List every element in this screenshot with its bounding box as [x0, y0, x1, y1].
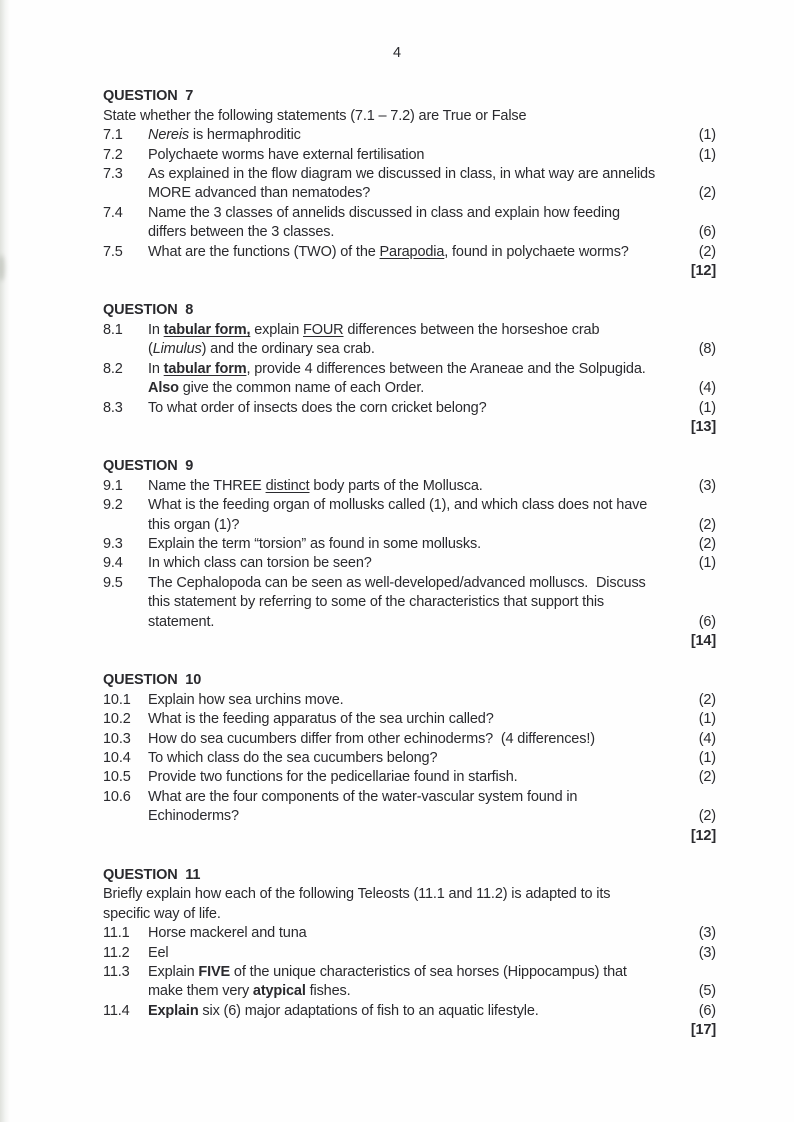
item-text-line: As explained in the flow diagram we discussed in class, in what way are annelids: [148, 166, 656, 183]
item-text-line: [148, 379, 671, 398]
question-total: [13]: [690, 418, 716, 435]
item-text: [148, 924, 671, 943]
question-item: [103, 496, 716, 535]
item-number: 7.5: [103, 243, 123, 260]
item-marks: (3): [698, 944, 716, 961]
item-marks: (1): [698, 127, 716, 144]
item-marks: (4): [698, 380, 716, 397]
item-number: 7.1: [103, 127, 123, 144]
item-marks: (2): [698, 808, 716, 825]
question-total: [12]: [690, 827, 716, 844]
styled-text-segment: distinct: [265, 477, 310, 494]
text-segment: In: [148, 360, 164, 377]
question-title: QUESTION 11: [103, 867, 201, 884]
item-number: 9.5: [103, 574, 123, 591]
text-segment: explain: [250, 321, 304, 338]
question-item: [103, 554, 716, 573]
question-intro-line: specific way of life.: [103, 905, 221, 922]
item-text: [148, 243, 671, 262]
item-marks: (1): [698, 146, 716, 163]
item-text: [148, 963, 671, 1002]
item-number: 10.1: [103, 691, 131, 708]
item-number: 9.4: [103, 555, 123, 572]
item-marks: (1): [698, 399, 716, 416]
item-text-line: What is the feeding organ of mollusks called (1), and which class does not have: [148, 497, 648, 514]
question-item: [103, 243, 716, 262]
item-text-line: [148, 360, 671, 379]
question-item: [103, 944, 716, 963]
item-text-line: In which class can torsion be seen?: [148, 555, 372, 572]
question-section: [103, 457, 716, 651]
styled-text-segment: Limulus: [152, 341, 202, 358]
item-text: [148, 146, 671, 165]
text-segment: , found in polychaete worms?: [444, 243, 629, 260]
item-number: 10.6: [103, 788, 131, 805]
item-marks: (2): [698, 535, 716, 552]
item-marks: (4): [698, 730, 716, 747]
item-text-line: statement.: [148, 613, 215, 630]
item-marks: (3): [698, 477, 716, 494]
text-segment: of the unique characteristics of sea horses (Hippocampus) that: [230, 964, 627, 981]
question-section: [103, 671, 716, 846]
question-item: [103, 535, 716, 554]
question-title: QUESTION 10: [103, 672, 202, 689]
item-marks: (1): [698, 555, 716, 572]
item-number: 10.2: [103, 711, 131, 728]
item-text-line: this organ (1)?: [148, 516, 240, 533]
text-segment: Name the THREE: [148, 477, 266, 494]
text-segment: give the common name of each Order.: [178, 380, 425, 397]
styled-text-segment: tabular form: [163, 360, 247, 377]
item-text: [148, 554, 671, 573]
item-number: 8.2: [103, 360, 123, 377]
text-segment: Explain: [148, 964, 199, 981]
item-text-line: The Cephalopoda can be seen as well-developed/advanced molluscs. Discuss: [148, 574, 646, 591]
item-number: 11.3: [103, 964, 130, 981]
text-segment: is hermaphroditic: [189, 127, 301, 144]
item-number: 10.3: [103, 730, 131, 747]
item-marks: (1): [698, 711, 716, 728]
text-segment: make them very: [148, 983, 253, 1000]
item-marks: (5): [698, 983, 716, 1000]
item-text: [148, 749, 671, 768]
question-item: [103, 730, 716, 749]
text-segment: body parts of the Mollusca.: [309, 477, 483, 494]
item-marks: (8): [698, 341, 716, 358]
item-text-line: [148, 243, 671, 262]
item-text: [148, 321, 671, 360]
item-number: 11.1: [103, 925, 130, 942]
item-text-line: differs between the 3 classes.: [148, 224, 335, 241]
styled-text-segment: atypical: [252, 983, 306, 1000]
question-title: QUESTION 7: [103, 88, 194, 105]
question-item: [103, 691, 716, 710]
item-text-line: MORE advanced than nematodes?: [148, 185, 371, 202]
styled-text-segment: FOUR: [303, 321, 344, 338]
item-text: [148, 710, 671, 729]
item-text-line: [148, 982, 671, 1001]
text-segment: , provide 4 differences between the Araneae and the Solpugida.: [246, 360, 646, 377]
item-marks: (2): [698, 769, 716, 786]
item-text-line: Echinoderms?: [148, 808, 239, 825]
item-text: [148, 496, 671, 535]
question-section: [103, 87, 716, 281]
question-item: [103, 146, 716, 165]
question-total: [14]: [690, 632, 716, 649]
item-text-line: [148, 477, 671, 496]
item-marks: (2): [698, 243, 716, 260]
question-item: [103, 788, 716, 827]
item-text-line: [148, 1002, 671, 1021]
item-text: [148, 944, 671, 963]
item-number: 7.4: [103, 204, 123, 221]
item-text-line: [148, 126, 671, 145]
text-segment: ) and the ordinary sea crab.: [201, 341, 375, 358]
item-number: 7.3: [103, 166, 123, 183]
question-item: [103, 477, 716, 496]
question-item: [103, 749, 716, 768]
styled-text-segment: Parapodia: [379, 243, 445, 260]
question-item: [103, 399, 716, 418]
item-text-line: Name the 3 classes of annelids discussed in class and explain how feeding: [148, 204, 620, 221]
item-marks: (6): [698, 1002, 716, 1019]
item-text: [148, 691, 671, 710]
item-text: [148, 204, 671, 243]
text-segment: fishes.: [305, 983, 351, 1000]
question-item: [103, 321, 716, 360]
question-total: [12]: [690, 263, 716, 280]
item-text-line: [148, 340, 671, 359]
item-number: 10.5: [103, 769, 131, 786]
text-segment: differences between the horseshoe crab: [343, 321, 600, 338]
item-number: 11.2: [103, 944, 130, 961]
item-text-line: Horse mackerel and tuna: [148, 925, 307, 942]
question-item: [103, 204, 716, 243]
styled-text-segment: tabular form,: [163, 321, 251, 338]
item-text: [148, 126, 671, 145]
item-text-line: [148, 963, 671, 982]
question-item: [103, 574, 716, 632]
item-text: [148, 768, 671, 787]
question-item: [103, 768, 716, 787]
question-title: QUESTION 9: [103, 458, 194, 475]
question-intro-line: State whether the following statements (7.1 – 7.2) are True or False: [103, 107, 527, 124]
item-text-line: Eel: [148, 944, 169, 961]
question-item: [103, 1002, 716, 1021]
item-text: [148, 535, 671, 554]
item-number: 7.2: [103, 146, 123, 163]
item-text-line: What are the four components of the water-vascular system found in: [148, 788, 578, 805]
question-item: [103, 924, 716, 943]
item-text-line: [148, 321, 671, 340]
item-marks: (1): [698, 750, 716, 766]
item-text: [148, 788, 671, 827]
item-number: 8.1: [103, 321, 123, 338]
text-segment: (: [148, 341, 153, 358]
item-number: 8.3: [103, 399, 123, 416]
item-text-line: To what order of insects does the corn cricket belong?: [148, 399, 487, 416]
item-number: 9.2: [103, 497, 123, 514]
item-text-line: Provide two functions for the pedicellariae found in starfish.: [148, 769, 518, 786]
item-text-line: Explain how sea urchins move.: [148, 691, 344, 708]
item-number: 11.4: [103, 1002, 130, 1019]
item-number: 10.4: [103, 750, 131, 766]
item-text: [148, 574, 671, 632]
styled-text-segment: Explain: [148, 1002, 199, 1019]
item-marks: (3): [698, 925, 716, 942]
item-text-line: To which class do the sea cucumbers belong?: [148, 750, 438, 766]
question-item: [103, 126, 716, 145]
item-text-line: Polychaete worms have external fertilisation: [148, 146, 425, 163]
questions-container: [0, 87, 794, 1040]
item-marks: (2): [698, 691, 716, 708]
item-text: [148, 399, 671, 418]
question-total: [17]: [690, 1022, 716, 1039]
item-text-line: this statement by referring to some of the characteristics that support this: [148, 594, 605, 611]
item-marks: (2): [698, 516, 716, 533]
item-text-line: What is the feeding apparatus of the sea urchin called?: [148, 711, 494, 728]
item-marks: (2): [698, 185, 716, 202]
item-number: 9.1: [103, 477, 123, 494]
item-marks: (6): [698, 224, 716, 241]
item-text: [148, 730, 671, 749]
text-segment: In: [148, 321, 164, 338]
styled-text-segment: Also: [148, 380, 179, 397]
text-segment: six (6) major adaptations of fish to an aquatic lifestyle.: [198, 1002, 539, 1019]
item-text-line: How do sea cucumbers differ from other echinoderms? (4 differences!): [148, 730, 595, 747]
text-segment: What are the functions (TWO) of the: [148, 243, 380, 260]
question-item: [103, 165, 716, 204]
styled-text-segment: FIVE: [198, 964, 231, 981]
question-item: [103, 710, 716, 729]
item-number: 9.3: [103, 535, 123, 552]
item-text: [148, 477, 671, 496]
styled-text-segment: Nereis: [148, 127, 189, 144]
item-marks: (6): [698, 613, 716, 630]
page-number: 4: [393, 45, 401, 61]
item-text: [148, 360, 671, 399]
item-text: [148, 1002, 671, 1021]
item-text-line: Explain the term “torsion” as found in some mollusks.: [148, 535, 481, 552]
question-section: [103, 866, 716, 1041]
question-item: [103, 963, 716, 1002]
question-section: [103, 301, 716, 437]
question-intro-line: Briefly explain how each of the following Teleosts (11.1 and 11.2) is adapted to its: [103, 886, 611, 903]
question-title: QUESTION 8: [103, 302, 194, 319]
item-text: [148, 165, 671, 204]
question-item: [103, 360, 716, 399]
